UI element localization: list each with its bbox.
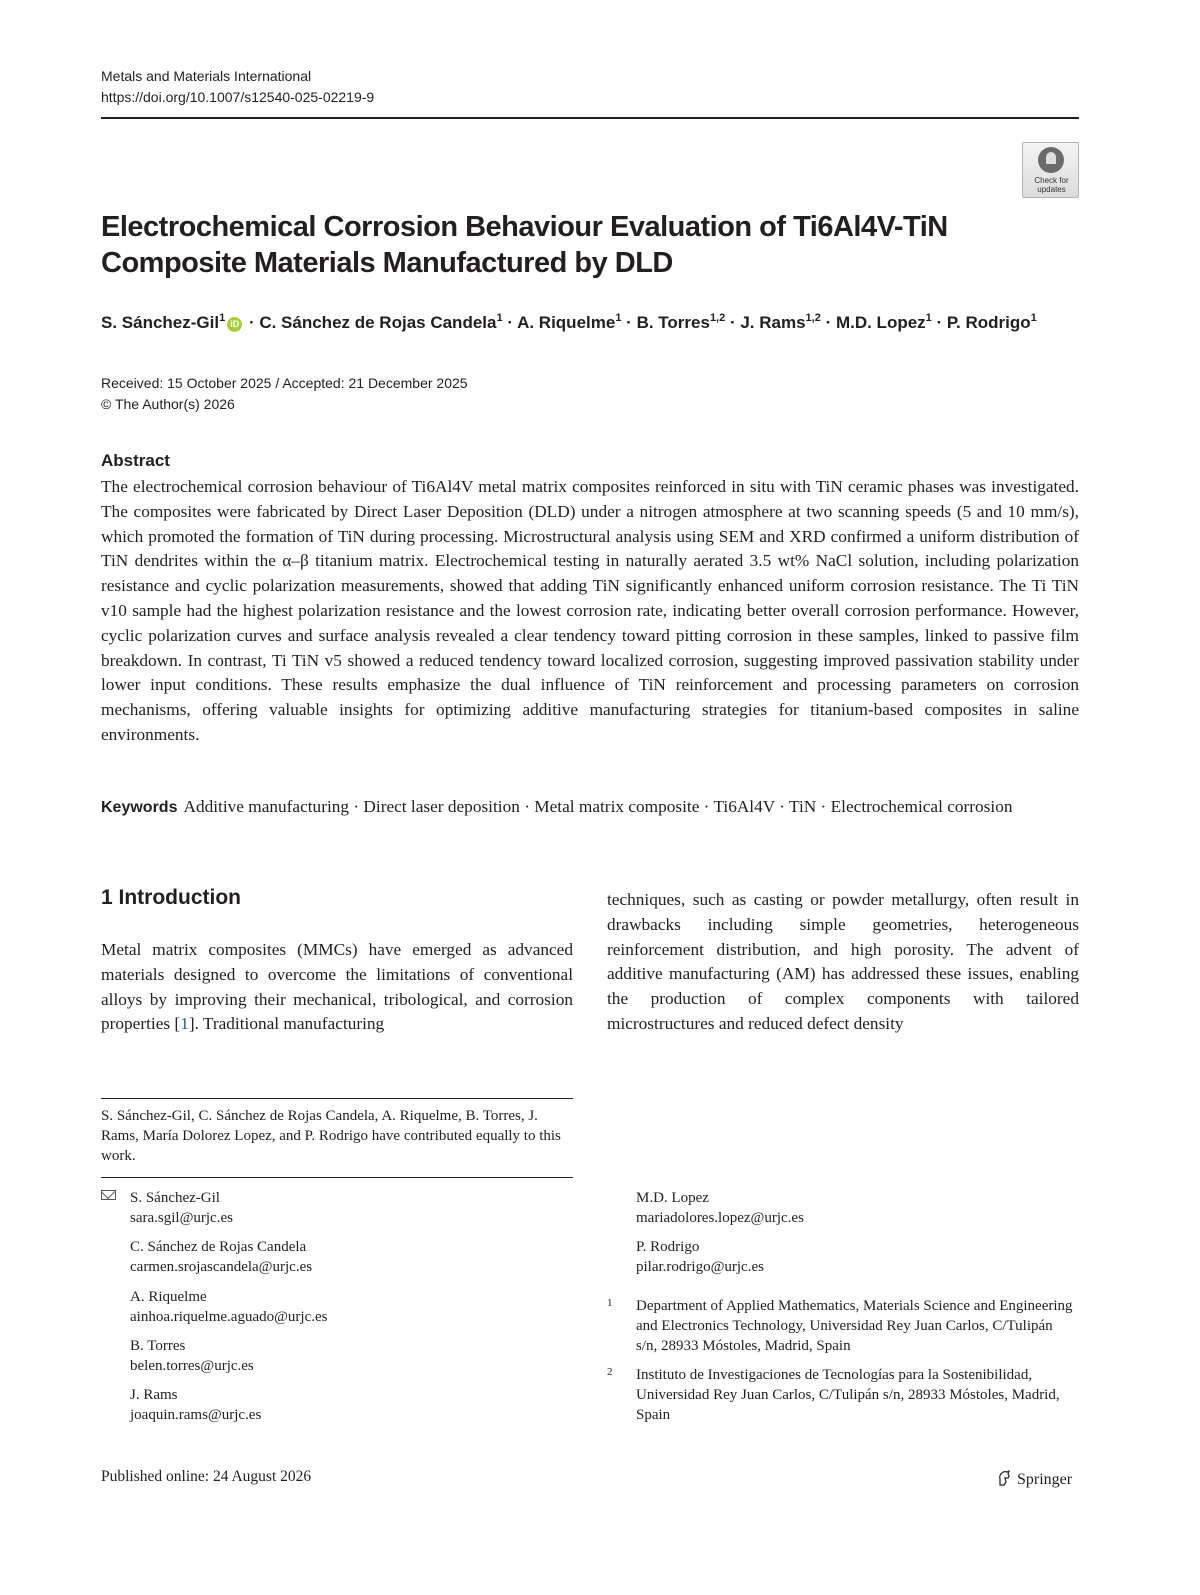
contact-email[interactable]: sara.sgil@urjc.es: [130, 1210, 233, 1226]
author-separator: ·: [502, 313, 518, 332]
contact-name: J. Rams: [130, 1387, 178, 1403]
affiliation-number: 1: [607, 1297, 613, 1309]
author-affiliation-marker: 1: [1030, 312, 1037, 324]
footnote-rule: [101, 1098, 573, 1099]
header-rule: [101, 117, 1079, 119]
author-affiliation-marker: 1: [925, 312, 932, 324]
copyright: © The Author(s) 2026: [101, 396, 235, 412]
author-name[interactable]: P. Rodrigo: [946, 313, 1031, 332]
contact-entry: [130, 1188, 233, 1228]
received-accepted-dates: Received: 15 October 2025 / Accepted: 21 December 2025: [101, 375, 468, 391]
journal-name: Metals and Materials International: [101, 68, 312, 84]
contact-email[interactable]: belen.torres@urjc.es: [130, 1358, 254, 1374]
author-list: [101, 311, 1101, 335]
abstract-text: The electrochemical corrosion behaviour of Ti6Al4V metal matrix composites reinforced in situ with TiN ceramic phases was investigated. The composites were fabricated by Direct Laser Deposition (DLD) under a nitrogen atmosphere at two scanning speeds (5 and 10 mm/s), which promoted the formation of TiN during processing. Microstructural analysis using SEM and XRD confirmed a uniform distribution of TiN dendrites within the α–β titanium matrix. Electrochemical testing in naturally aerated 3.5 wt% NaCl solution, including polarization resistance and cyclic polarization measurements, showed that adding TiN significantly enhanced uniform corrosion resistance. The Ti TiN v10 sample had the highest polarization resistance and the lowest corrosion rate, indicating better overall corrosion performance. However, cyclic polarization curves and surface analysis revealed a clear tendency toward pitting corrosion in these samples, linked to passive film breakdown. In contrast, Ti TiN v5 showed a reduced tendency toward localized corrosion, suggesting improved passivation stability under lower input conditions. These results emphasize the dual influence of TiN reinforcement and processing parameters on corrosion mechanisms, offering valuable insights for optimizing additive manufacturing strategies for titanium-based composites in saline environments.: [101, 477, 1079, 744]
contact-entry: [130, 1237, 312, 1277]
keywords-text: Additive manufacturing · Direct laser deposition · Metal matrix composite · Ti6Al4V · TiN · Electrochemical corrosion: [183, 797, 1013, 816]
author-separator: ·: [244, 313, 260, 332]
introduction-paragraph-right: techniques, such as casting or powder metallurgy, often result in drawbacks including simple geometries, heterogeneous reinforcement distribution, and high porosity. The advent of additive manufacturing (AM) has addressed these issues, enabling the production of complex components with tailored microstructures and reduced defect density: [607, 890, 1079, 1033]
author-name[interactable]: C. Sánchez de Rojas Candela: [259, 313, 497, 332]
contact-email[interactable]: pilar.rodrigo@urjc.es: [636, 1259, 764, 1275]
keywords-label: Keywords: [101, 799, 178, 816]
abstract-heading: Abstract: [101, 451, 170, 470]
contact-entry: [130, 1385, 261, 1425]
author-name[interactable]: A. Riquelme: [517, 313, 616, 332]
affiliation-text: Department of Applied Mathematics, Materials Science and Engineering and Electronics Technology, Universidad Rey Juan Carlos, C/Tulipán s/n, 28933 Móstoles, Madrid, Spain: [636, 1298, 1073, 1354]
author-separator: ·: [725, 313, 741, 332]
affiliation-text: Instituto de Investigaciones de Tecnologías para la Sostenibilidad, Universidad Rey Juan Carlos, C/Tulipán s/n, 28933 Móstoles, Madrid, Spain: [636, 1367, 1060, 1423]
contact-entry: [130, 1287, 328, 1327]
contact-name: P. Rodrigo: [636, 1239, 700, 1255]
affiliation-number: 2: [607, 1366, 613, 1378]
author-affiliation-marker: 1: [219, 312, 226, 324]
contact-name: C. Sánchez de Rojas Candela: [130, 1239, 307, 1255]
orcid-icon[interactable]: iD: [227, 317, 242, 332]
contact-name: M.D. Lopez: [636, 1190, 709, 1206]
author-name[interactable]: B. Torres: [636, 313, 710, 332]
author-name[interactable]: M.D. Lopez: [835, 313, 926, 332]
author-affiliation-marker: 1: [615, 312, 622, 324]
author-separator: ·: [621, 313, 637, 332]
author-separator: ·: [820, 313, 836, 332]
contact-email[interactable]: ainhoa.riquelme.aguado@urjc.es: [130, 1309, 328, 1325]
contact-email[interactable]: joaquin.rams@urjc.es: [130, 1407, 262, 1423]
contact-name: B. Torres: [130, 1338, 186, 1354]
citation-link[interactable]: 1: [180, 1014, 189, 1034]
footnote-rule: [101, 1177, 573, 1178]
doi-link[interactable]: https://doi.org/10.1007/s12540-025-02219-9: [101, 89, 375, 105]
introduction-paragraph-left: Metal matrix composites (MMCs) have emerged as advanced materials designed to overcome the limitations of conventional alloys by improving their mechanical, tribological, and corrosion properties [1]. Traditional manufacturing: [101, 940, 573, 1034]
contact-email[interactable]: mariadolores.lopez@urjc.es: [636, 1210, 804, 1226]
contact-name: A. Riquelme: [130, 1289, 207, 1305]
author-affiliation-marker: 1: [496, 312, 503, 324]
springer-horse-icon: [997, 1470, 1011, 1486]
section-heading-introduction: 1 Introduction: [101, 886, 241, 909]
keywords: [101, 794, 1079, 821]
author-name[interactable]: S. Sánchez-Gil: [101, 313, 220, 332]
contact-entry: [130, 1336, 254, 1376]
published-online: Published online: 24 August 2026: [101, 1468, 312, 1485]
author-affiliation-marker: 1,2: [805, 312, 821, 324]
crossmark-icon: [1038, 147, 1064, 173]
author-name[interactable]: J. Rams: [740, 313, 806, 332]
envelope-icon: [101, 1190, 116, 1200]
author-affiliation-marker: 1,2: [709, 312, 726, 324]
crossmark-label: Check for updates: [1034, 176, 1069, 194]
contact-entry: [636, 1237, 764, 1277]
contribution-note: S. Sánchez-Gil, C. Sánchez de Rojas Candela, A. Riquelme, B. Torres, J. Rams, María Dolorez Lopez, and P. Rodrigo have contributed equally to this work.: [101, 1108, 561, 1164]
author-separator: ·: [931, 313, 947, 332]
contact-email[interactable]: carmen.srojascandela@urjc.es: [130, 1259, 313, 1275]
contact-name: S. Sánchez-Gil: [130, 1190, 220, 1206]
paper-title: Electrochemical Corrosion Behaviour Evaluation of Ti6Al4V-TiN Composite Materials Manufactured by DLD: [101, 211, 948, 279]
publisher-logo: Springer: [997, 1469, 1072, 1491]
check-for-updates-badge[interactable]: [1022, 142, 1079, 198]
contact-entry: [636, 1188, 804, 1228]
